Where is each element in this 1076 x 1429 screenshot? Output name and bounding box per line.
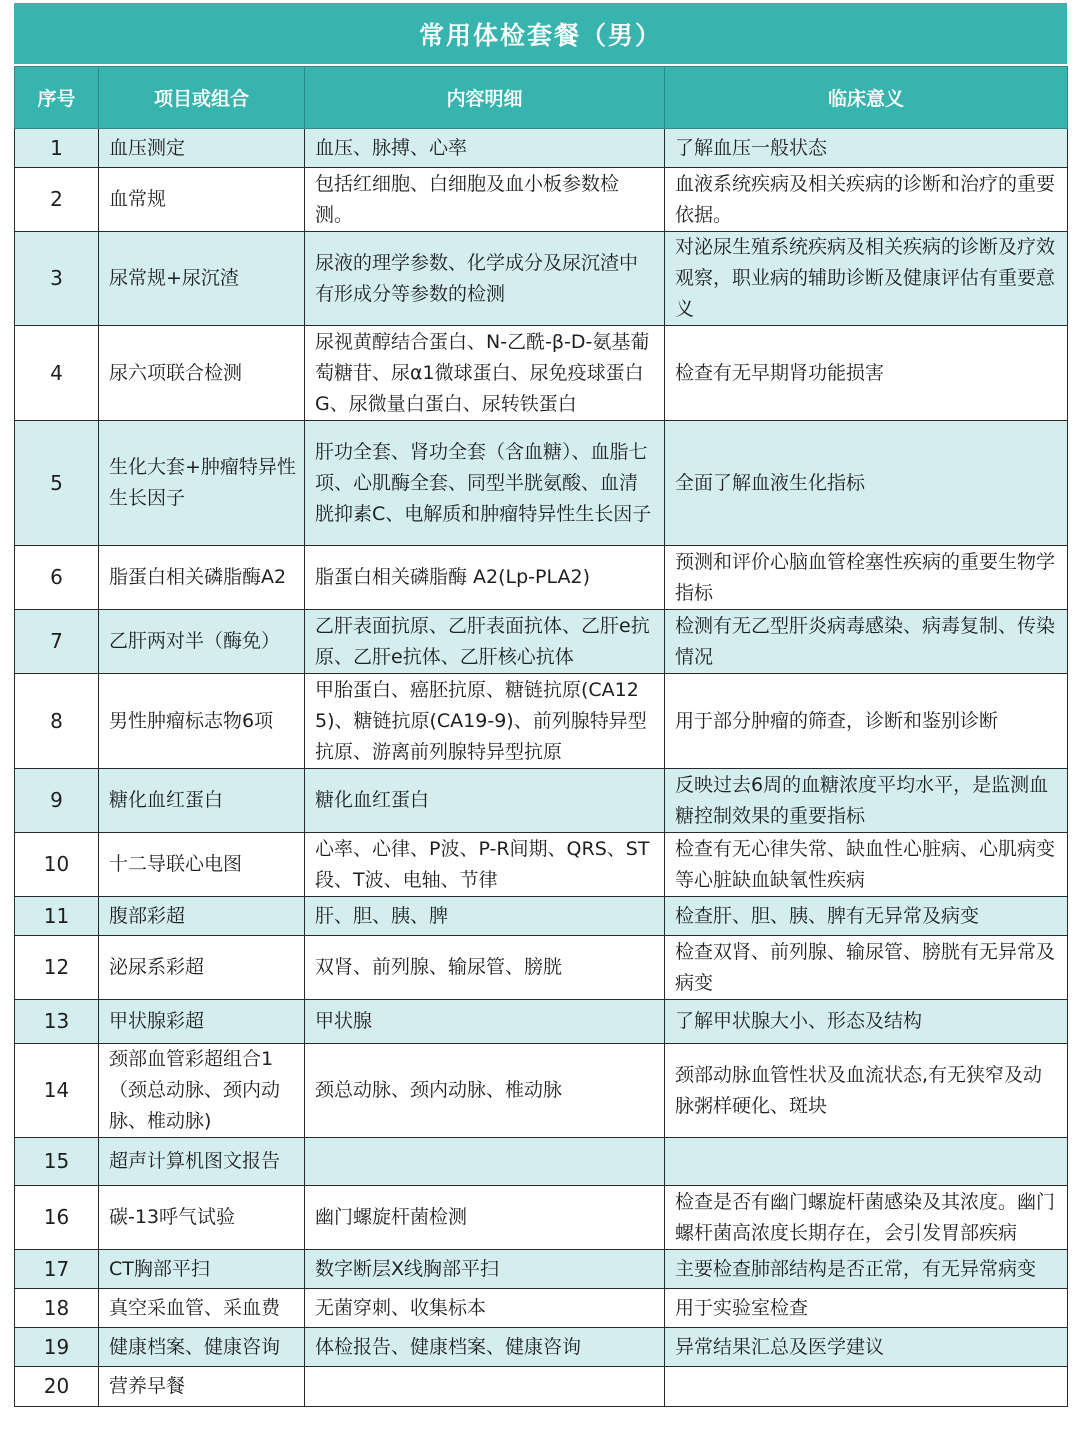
cell-no: 7 [15, 610, 99, 674]
cell-meaning: 检查肝、胆、胰、脾有无异常及病变 [665, 897, 1068, 936]
cell-meaning: 对泌尿生殖系统疾病及相关疾病的诊断及疗效观察，职业病的辅助诊断及健康评估有重要意义 [665, 232, 1068, 326]
table-row [15, 1328, 1068, 1367]
cell-item: 十二导联心电图 [99, 833, 305, 897]
cell-detail [305, 1367, 665, 1407]
cell-item: 糖化血红蛋白 [99, 769, 305, 833]
header-meaning: 临床意义 [665, 67, 1068, 129]
cell-no: 14 [15, 1044, 99, 1138]
cell-no: 13 [15, 1000, 99, 1044]
cell-item: 碳-13呼气试验 [99, 1186, 305, 1250]
cell-meaning [665, 1367, 1068, 1407]
cell-item: 超声计算机图文报告 [99, 1138, 305, 1186]
header-detail: 内容明细 [305, 67, 665, 129]
cell-no: 16 [15, 1186, 99, 1250]
cell-item: 男性肿瘤标志物6项 [99, 674, 305, 769]
cell-detail: 体检报告、健康档案、健康咨询 [305, 1328, 665, 1367]
cell-meaning: 检查有无早期肾功能损害 [665, 326, 1068, 421]
cell-detail: 尿液的理学参数、化学成分及尿沉渣中有形成分等参数的检测 [305, 232, 665, 326]
cell-meaning: 用于实验室检查 [665, 1289, 1068, 1328]
cell-item: 腹部彩超 [99, 897, 305, 936]
cell-detail: 心率、心律、P波、P-R间期、QRS、ST段、T波、电轴、节律 [305, 833, 665, 897]
cell-detail: 血压、脉搏、心率 [305, 129, 665, 168]
table-row [15, 833, 1068, 897]
cell-no: 2 [15, 168, 99, 232]
table-row [15, 674, 1068, 769]
cell-detail: 肝功全套、肾功全套（含血糖）、血脂七项、心肌酶全套、同型半胱氨酸、血清胱抑素C、电解质和肿瘤特异性生长因子 [305, 421, 665, 546]
table-row [15, 421, 1068, 546]
table-body [15, 129, 1068, 1407]
table-row [15, 1367, 1068, 1407]
table-row [15, 1250, 1068, 1289]
cell-no: 18 [15, 1289, 99, 1328]
cell-item: 血常规 [99, 168, 305, 232]
cell-no: 11 [15, 897, 99, 936]
cell-detail [305, 1138, 665, 1186]
cell-item: 泌尿系彩超 [99, 936, 305, 1000]
cell-no: 20 [15, 1367, 99, 1407]
cell-no: 1 [15, 129, 99, 168]
table-row [15, 1044, 1068, 1138]
cell-item: 乙肝两对半（酶免） [99, 610, 305, 674]
cell-meaning: 检查双肾、前列腺、输尿管、膀胱有无异常及病变 [665, 936, 1068, 1000]
cell-item: 脂蛋白相关磷脂酶A2 [99, 546, 305, 610]
cell-item: 尿常规+尿沉渣 [99, 232, 305, 326]
cell-no: 6 [15, 546, 99, 610]
cell-meaning: 颈部动脉血管性状及血流状态,有无狭窄及动脉粥样硬化、斑块 [665, 1044, 1068, 1138]
table-row [15, 897, 1068, 936]
cell-detail: 甲胎蛋白、癌胚抗原、糖链抗原(CA125)、糖链抗原(CA19-9)、前列腺特异型抗原、游离前列腺特异型抗原 [305, 674, 665, 769]
table-row [15, 769, 1068, 833]
header-item: 项目或组合 [99, 67, 305, 129]
cell-meaning: 主要检查肺部结构是否正常，有无异常病变 [665, 1250, 1068, 1289]
cell-meaning: 血液系统疾病及相关疾病的诊断和治疗的重要依据。 [665, 168, 1068, 232]
table-title: 常用体检套餐（男） [14, 3, 1067, 66]
cell-no: 17 [15, 1250, 99, 1289]
cell-meaning: 检查有无心律失常、缺血性心脏病、心肌病变等心脏缺血缺氧性疾病 [665, 833, 1068, 897]
table-row [15, 546, 1068, 610]
cell-no: 3 [15, 232, 99, 326]
table-row [15, 1289, 1068, 1328]
cell-meaning: 了解血压一般状态 [665, 129, 1068, 168]
cell-no: 10 [15, 833, 99, 897]
cell-meaning: 全面了解血液生化指标 [665, 421, 1068, 546]
cell-detail: 乙肝表面抗原、乙肝表面抗体、乙肝e抗原、乙肝e抗体、乙肝核心抗体 [305, 610, 665, 674]
cell-detail: 幽门螺旋杆菌检测 [305, 1186, 665, 1250]
table-row [15, 1138, 1068, 1186]
cell-meaning: 用于部分肿瘤的筛查，诊断和鉴别诊断 [665, 674, 1068, 769]
package-table [14, 66, 1068, 1407]
cell-no: 12 [15, 936, 99, 1000]
table-row [15, 610, 1068, 674]
cell-item: 尿六项联合检测 [99, 326, 305, 421]
cell-meaning: 反映过去6周的血糖浓度平均水平，是监测血糖控制效果的重要指标 [665, 769, 1068, 833]
cell-item: CT胸部平扫 [99, 1250, 305, 1289]
table-row [15, 232, 1068, 326]
cell-detail: 数字断层X线胸部平扫 [305, 1250, 665, 1289]
cell-item: 生化大套+肿瘤特异性生长因子 [99, 421, 305, 546]
cell-item: 真空采血管、采血费 [99, 1289, 305, 1328]
cell-detail: 糖化血红蛋白 [305, 769, 665, 833]
cell-item: 健康档案、健康咨询 [99, 1328, 305, 1367]
cell-item: 营养早餐 [99, 1367, 305, 1407]
cell-detail: 脂蛋白相关磷脂酶 A2(Lp-PLA2) [305, 546, 665, 610]
cell-detail: 甲状腺 [305, 1000, 665, 1044]
table-row [15, 168, 1068, 232]
cell-meaning [665, 1138, 1068, 1186]
table-row [15, 326, 1068, 421]
cell-detail: 颈总动脉、颈内动脉、椎动脉 [305, 1044, 665, 1138]
cell-meaning: 预测和评价心脑血管栓塞性疾病的重要生物学指标 [665, 546, 1068, 610]
cell-no: 4 [15, 326, 99, 421]
cell-item: 血压测定 [99, 129, 305, 168]
header-no: 序号 [15, 67, 99, 129]
table-row [15, 1000, 1068, 1044]
cell-no: 9 [15, 769, 99, 833]
table-row [15, 129, 1068, 168]
cell-no: 5 [15, 421, 99, 546]
cell-item: 甲状腺彩超 [99, 1000, 305, 1044]
cell-meaning: 检查是否有幽门螺旋杆菌感染及其浓度。幽门螺杆菌高浓度长期存在，会引发胃部疾病 [665, 1186, 1068, 1250]
table-row [15, 1186, 1068, 1250]
cell-detail: 包括红细胞、白细胞及血小板参数检测。 [305, 168, 665, 232]
table-row [15, 936, 1068, 1000]
cell-no: 8 [15, 674, 99, 769]
cell-meaning: 了解甲状腺大小、形态及结构 [665, 1000, 1068, 1044]
header-row [15, 67, 1068, 129]
cell-no: 15 [15, 1138, 99, 1186]
cell-detail: 双肾、前列腺、输尿管、膀胱 [305, 936, 665, 1000]
cell-no: 19 [15, 1328, 99, 1367]
checkup-package-table [14, 3, 1067, 1407]
cell-detail: 无菌穿刺、收集标本 [305, 1289, 665, 1328]
cell-detail: 肝、胆、胰、脾 [305, 897, 665, 936]
cell-detail: 尿视黄醇结合蛋白、N-乙酰-β-D-氨基葡萄糖苷、尿α1微球蛋白、尿免疫球蛋白G、尿微量白蛋白、尿转铁蛋白 [305, 326, 665, 421]
cell-item: 颈部血管彩超组合1（颈总动脉、颈内动脉、椎动脉) [99, 1044, 305, 1138]
cell-meaning: 检测有无乙型肝炎病毒感染、病毒复制、传染情况 [665, 610, 1068, 674]
cell-meaning: 异常结果汇总及医学建议 [665, 1328, 1068, 1367]
